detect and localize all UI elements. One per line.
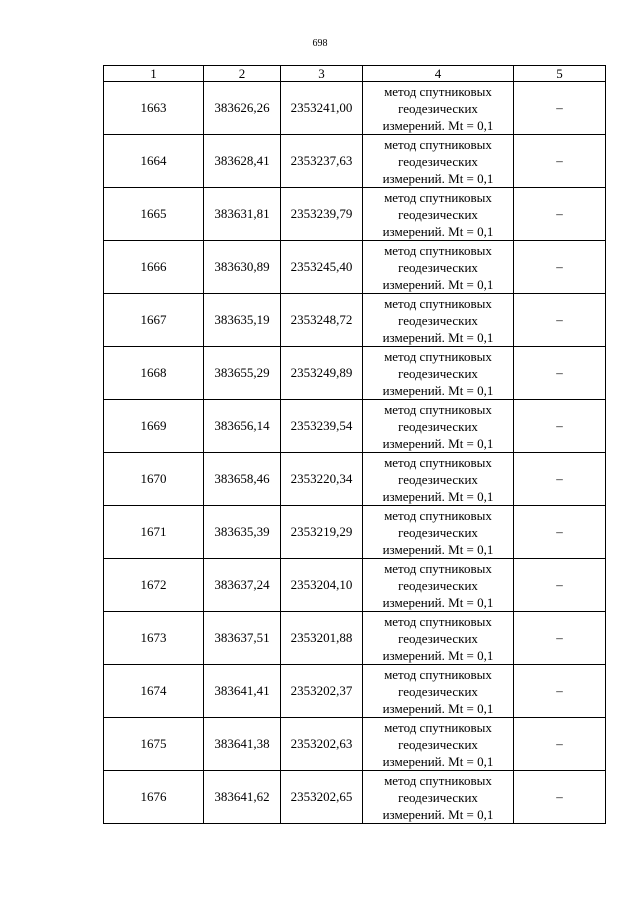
y-coordinate-cell: 2353245,40 — [281, 241, 363, 294]
y-coordinate-cell: 2353204,10 — [281, 559, 363, 612]
method-line: геодезических — [398, 630, 478, 646]
point-number-cell: 1673 — [104, 612, 204, 665]
method-cell — [363, 400, 514, 453]
method-line: измерений. Mt = 0,1 — [382, 170, 494, 186]
note-cell: – — [514, 506, 606, 559]
method-line: измерений. Mt = 0,1 — [382, 806, 494, 822]
method-cell — [363, 188, 514, 241]
y-coordinate-cell: 2353237,63 — [281, 135, 363, 188]
note-cell: – — [514, 347, 606, 400]
y-coordinate-cell: 2353239,54 — [281, 400, 363, 453]
note-cell: – — [514, 771, 606, 824]
method-cell — [363, 135, 514, 188]
y-coordinate-cell: 2353202,63 — [281, 718, 363, 771]
point-number-cell: 1667 — [104, 294, 204, 347]
y-coordinate-cell: 2353202,37 — [281, 665, 363, 718]
note-cell: – — [514, 453, 606, 506]
method-line: измерений. Mt = 0,1 — [382, 541, 494, 557]
table-row — [104, 559, 606, 612]
method-line: геодезических — [398, 100, 478, 116]
method-line: метод спутниковых — [384, 560, 492, 576]
table-row — [104, 400, 606, 453]
method-line: геодезических — [398, 736, 478, 752]
method-cell — [363, 82, 514, 135]
method-cell — [363, 294, 514, 347]
header-col-2: 2 — [204, 66, 281, 82]
x-coordinate-cell: 383635,19 — [204, 294, 281, 347]
method-cell — [363, 559, 514, 612]
method-line: измерений. Mt = 0,1 — [382, 382, 494, 398]
method-line: метод спутниковых — [384, 613, 492, 629]
table-row — [104, 771, 606, 824]
method-cell — [363, 347, 514, 400]
method-line: измерений. Mt = 0,1 — [382, 117, 494, 133]
method-line: метод спутниковых — [384, 136, 492, 152]
x-coordinate-cell: 383655,29 — [204, 347, 281, 400]
header-row — [104, 66, 606, 82]
note-cell: – — [514, 665, 606, 718]
note-cell: – — [514, 718, 606, 771]
table-header — [104, 66, 606, 82]
method-line: геодезических — [398, 789, 478, 805]
table-row — [104, 294, 606, 347]
method-cell — [363, 665, 514, 718]
note-cell: – — [514, 559, 606, 612]
page-number: 698 — [312, 38, 328, 49]
method-line: измерений. Mt = 0,1 — [382, 435, 494, 451]
point-number-cell: 1675 — [104, 718, 204, 771]
method-line: метод спутниковых — [384, 189, 492, 205]
method-line: геодезических — [398, 524, 478, 540]
table-body — [104, 82, 606, 824]
x-coordinate-cell: 383656,14 — [204, 400, 281, 453]
method-line: метод спутниковых — [384, 242, 492, 258]
x-coordinate-cell: 383637,24 — [204, 559, 281, 612]
method-cell — [363, 506, 514, 559]
x-coordinate-cell: 383626,26 — [204, 82, 281, 135]
y-coordinate-cell: 2353220,34 — [281, 453, 363, 506]
y-coordinate-cell: 2353249,89 — [281, 347, 363, 400]
note-cell: – — [514, 612, 606, 665]
table-row — [104, 241, 606, 294]
y-coordinate-cell: 2353239,79 — [281, 188, 363, 241]
x-coordinate-cell: 383635,39 — [204, 506, 281, 559]
method-line: метод спутниковых — [384, 719, 492, 735]
table-row — [104, 665, 606, 718]
note-cell: – — [514, 294, 606, 347]
note-cell: – — [514, 188, 606, 241]
point-number-cell: 1676 — [104, 771, 204, 824]
x-coordinate-cell: 383641,41 — [204, 665, 281, 718]
table-row — [104, 718, 606, 771]
note-cell: – — [514, 135, 606, 188]
x-coordinate-cell: 383658,46 — [204, 453, 281, 506]
header-col-5: 5 — [514, 66, 606, 82]
method-line: метод спутниковых — [384, 295, 492, 311]
header-col-3: 3 — [281, 66, 363, 82]
method-cell — [363, 241, 514, 294]
point-number-cell: 1663 — [104, 82, 204, 135]
note-cell: – — [514, 241, 606, 294]
x-coordinate-cell: 383631,81 — [204, 188, 281, 241]
x-coordinate-cell: 383637,51 — [204, 612, 281, 665]
coordinates-table — [103, 65, 606, 824]
point-number-cell: 1671 — [104, 506, 204, 559]
method-line: метод спутниковых — [384, 454, 492, 470]
method-line: измерений. Mt = 0,1 — [382, 329, 494, 345]
method-line: геодезических — [398, 683, 478, 699]
point-number-cell: 1666 — [104, 241, 204, 294]
y-coordinate-cell: 2353241,00 — [281, 82, 363, 135]
point-number-cell: 1674 — [104, 665, 204, 718]
x-coordinate-cell: 383630,89 — [204, 241, 281, 294]
header-col-1: 1 — [104, 66, 204, 82]
x-coordinate-cell: 383628,41 — [204, 135, 281, 188]
method-line: метод спутниковых — [384, 507, 492, 523]
method-line: геодезических — [398, 206, 478, 222]
method-line: геодезических — [398, 471, 478, 487]
method-line: метод спутниковых — [384, 348, 492, 364]
header-col-4: 4 — [363, 66, 514, 82]
note-cell: – — [514, 400, 606, 453]
method-line: измерений. Mt = 0,1 — [382, 647, 494, 663]
table-row — [104, 506, 606, 559]
y-coordinate-cell: 2353219,29 — [281, 506, 363, 559]
method-line: геодезических — [398, 153, 478, 169]
method-line: геодезических — [398, 259, 478, 275]
x-coordinate-cell: 383641,38 — [204, 718, 281, 771]
method-line: метод спутниковых — [384, 772, 492, 788]
point-number-cell: 1664 — [104, 135, 204, 188]
method-line: измерений. Mt = 0,1 — [382, 488, 494, 504]
table-row — [104, 612, 606, 665]
method-line: геодезических — [398, 418, 478, 434]
method-cell — [363, 453, 514, 506]
method-line: геодезических — [398, 577, 478, 593]
table-row — [104, 135, 606, 188]
y-coordinate-cell: 2353248,72 — [281, 294, 363, 347]
x-coordinate-cell: 383641,62 — [204, 771, 281, 824]
method-line: измерений. Mt = 0,1 — [382, 276, 494, 292]
point-number-cell: 1672 — [104, 559, 204, 612]
method-line: измерений. Mt = 0,1 — [382, 700, 494, 716]
point-number-cell: 1670 — [104, 453, 204, 506]
method-line: геодезических — [398, 312, 478, 328]
method-line: измерений. Mt = 0,1 — [382, 594, 494, 610]
method-line: измерений. Mt = 0,1 — [382, 753, 494, 769]
table-row — [104, 453, 606, 506]
point-number-cell: 1669 — [104, 400, 204, 453]
table-row — [104, 347, 606, 400]
point-number-cell: 1665 — [104, 188, 204, 241]
method-line: метод спутниковых — [384, 666, 492, 682]
point-number-cell: 1668 — [104, 347, 204, 400]
y-coordinate-cell: 2353202,65 — [281, 771, 363, 824]
method-line: метод спутниковых — [384, 401, 492, 417]
table-row — [104, 82, 606, 135]
note-cell: – — [514, 82, 606, 135]
y-coordinate-cell: 2353201,88 — [281, 612, 363, 665]
method-line: измерений. Mt = 0,1 — [382, 223, 494, 239]
method-line: метод спутниковых — [384, 83, 492, 99]
table-row — [104, 188, 606, 241]
method-cell — [363, 771, 514, 824]
method-cell — [363, 718, 514, 771]
method-line: геодезических — [398, 365, 478, 381]
method-cell — [363, 612, 514, 665]
